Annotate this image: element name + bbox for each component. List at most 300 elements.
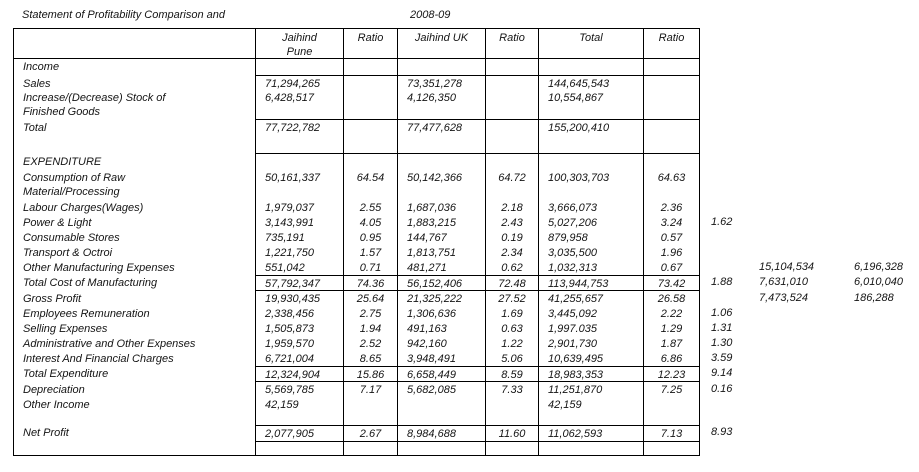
row-label-text: Transport & Octroi	[23, 247, 113, 259]
cell-value: 1,979,037	[265, 202, 314, 214]
cell-ratio-uk	[485, 321, 538, 336]
cell-ratio-pune	[343, 59, 397, 76]
cell-extra-amount-2	[850, 245, 919, 260]
cell-jaihind-pune	[255, 200, 343, 215]
cell-jaihind-uk	[397, 170, 485, 200]
row-label-text: Labour Charges(Wages)	[23, 202, 144, 214]
cell-ratio-total	[643, 351, 700, 366]
cell-extra-amount-1	[755, 425, 850, 442]
cell-extra-ratio: 8.93	[711, 426, 733, 438]
row-label-text: Gross Profit	[23, 293, 82, 305]
cell-total	[538, 412, 643, 425]
cell-extra-amount-1	[755, 28, 850, 59]
cell-extra-ratio	[700, 412, 755, 425]
cell-value: 1,505,873	[265, 323, 314, 335]
cell-value: 11.60	[498, 428, 526, 440]
cell-ratio-uk	[485, 306, 538, 321]
cell-extra-ratio: 9.14	[711, 367, 733, 379]
cell-value: 71,294,265	[265, 78, 321, 90]
cell-extra-amount-2	[850, 442, 919, 456]
cell-jaihind-uk	[397, 76, 485, 120]
cell-value: 12.23	[657, 369, 686, 381]
cell-value: 19,930,435	[265, 293, 321, 305]
cell-value: 1,687,036	[407, 202, 456, 214]
cell-ratio-pune	[343, 291, 397, 306]
cell-ratio-uk	[485, 382, 538, 397]
cell-jaihind-pune	[255, 366, 343, 382]
cell-value: 481,271	[407, 262, 447, 274]
cell-total	[538, 28, 643, 59]
cell-ratio-total	[643, 245, 700, 260]
cell-extra-ratio: 3.59	[711, 352, 733, 364]
cell-total	[538, 245, 643, 260]
cell-jaihind-uk	[397, 306, 485, 321]
row-label	[13, 245, 255, 260]
cell-ratio-pune	[343, 230, 397, 245]
cell-ratio-total	[643, 120, 700, 154]
row-label	[13, 215, 255, 230]
cell-extra-amount-1	[755, 200, 850, 215]
row-sales-and-stock	[13, 76, 919, 120]
cell-extra-ratio	[700, 170, 755, 200]
cell-value: 77,477,628	[407, 122, 463, 134]
cell-value: 879,958	[548, 232, 588, 244]
row-other-manufacturing-expenses	[13, 260, 919, 275]
row-administrative-other-expenses	[13, 336, 919, 351]
cell-value: 3,948,491	[407, 353, 456, 365]
cell-total	[538, 425, 643, 442]
cell-value: 7.25	[660, 384, 683, 396]
cell-value: 15.86	[356, 369, 385, 381]
row-label-text: Material/Processing	[23, 186, 120, 198]
cell-value: 8.65	[359, 353, 382, 365]
cell-jaihind-uk	[397, 260, 485, 275]
cell-ratio-pune	[343, 306, 397, 321]
cell-value: 2.43	[501, 217, 523, 229]
cell-extra-ratio	[700, 245, 755, 260]
cell-value: 2.67	[359, 428, 382, 440]
cell-value: 1,221,750	[265, 247, 314, 259]
cell-value: 42,159	[548, 399, 582, 411]
cell-value: 21,325,222	[407, 293, 463, 305]
row-label-text: Consumable Stores	[23, 232, 120, 244]
cell-extra-amount-2	[850, 412, 919, 425]
cell-jaihind-pune	[255, 382, 343, 397]
cell-total	[538, 275, 643, 291]
cell-ratio-pune	[343, 120, 397, 154]
cell-jaihind-pune	[255, 230, 343, 245]
row-label	[13, 154, 255, 170]
cell-value: 0.19	[501, 232, 523, 244]
cell-value: 10,554,867	[548, 92, 604, 104]
cell-value: 3,143,991	[265, 217, 314, 229]
cell-total	[538, 291, 643, 306]
cell-extra-amount-2	[850, 351, 919, 366]
cell-total	[538, 200, 643, 215]
cell-jaihind-pune	[255, 275, 343, 291]
cell-total	[538, 154, 643, 170]
cell-extra-amount-2	[850, 76, 919, 120]
cell-value: Ratio	[658, 32, 685, 44]
cell-ratio-uk	[485, 120, 538, 154]
cell-extra-amount-2	[850, 120, 919, 154]
cell-total	[538, 336, 643, 351]
cell-jaihind-pune	[255, 425, 343, 442]
cell-value: 7.33	[501, 384, 523, 396]
row-label	[13, 412, 255, 425]
cell-ratio-uk	[485, 275, 538, 291]
cell-ratio-total	[643, 275, 700, 291]
row-label	[13, 120, 255, 154]
cell-value: 1,306,636	[407, 308, 456, 320]
row-total-cost-of-manufacturing	[13, 275, 919, 291]
cell-ratio-uk	[485, 59, 538, 76]
cell-ratio-total	[643, 76, 700, 120]
cell-extra-amount-1	[755, 366, 850, 382]
cell-ratio-uk	[485, 76, 538, 120]
cell-extra-amount-1	[755, 170, 850, 200]
cell-value: 1.29	[660, 323, 683, 335]
cell-value: 74.36	[356, 278, 385, 290]
cell-ratio-pune	[343, 245, 397, 260]
cell-extra-amount-2	[850, 336, 919, 351]
cell-extra-ratio	[700, 59, 755, 76]
cell-jaihind-uk	[397, 382, 485, 397]
cell-ratio-pune	[343, 412, 397, 425]
cell-ratio-pune	[343, 275, 397, 291]
cell-value: 1,883,215	[407, 217, 456, 229]
cell-extra-amount-2: 186,288	[854, 292, 894, 304]
cell-ratio-pune	[343, 397, 397, 412]
profitability-comparison-table	[13, 28, 919, 456]
cell-extra-amount-2: 6,196,328	[854, 261, 903, 273]
statement-title: Statement of Profitability Comparison and	[22, 9, 225, 21]
cell-value: 64.54	[356, 172, 385, 184]
row-footer-spacer	[13, 442, 919, 456]
cell-value: 3,666,073	[548, 202, 597, 214]
cell-value: 77,722,782	[265, 122, 321, 134]
row-label-text: Selling Expenses	[23, 323, 108, 335]
cell-extra-amount-2	[850, 154, 919, 170]
cell-jaihind-uk	[397, 321, 485, 336]
row-label-text: Administrative and Other Expenses	[23, 338, 196, 350]
cell-ratio-uk	[485, 260, 538, 275]
cell-value: 1,997.035	[548, 323, 597, 335]
cell-value: 942,160	[407, 338, 447, 350]
cell-extra-amount-2: 6,010,040	[854, 276, 903, 288]
cell-value: Ratio	[499, 32, 525, 44]
row-total-expenditure	[13, 366, 919, 382]
cell-extra-ratio: 1.30	[711, 337, 733, 349]
cell-value: 551,042	[265, 262, 305, 274]
cell-extra-amount-1	[755, 336, 850, 351]
cell-extra-amount-2	[850, 321, 919, 336]
row-label	[13, 442, 255, 456]
cell-value: 4.05	[359, 217, 382, 229]
document-header	[0, 0, 919, 28]
cell-extra-amount-1	[755, 76, 850, 120]
cell-ratio-uk	[485, 245, 538, 260]
row-label-text: Net Profit	[23, 427, 69, 439]
cell-extra-amount-1	[755, 397, 850, 412]
cell-jaihind-uk	[397, 397, 485, 412]
cell-jaihind-uk	[397, 120, 485, 154]
cell-value: 6,658,449	[407, 369, 456, 381]
cell-value: 72.48	[498, 278, 526, 290]
cell-extra-amount-1	[755, 245, 850, 260]
row-expenditure-heading	[13, 154, 919, 170]
cell-extra-amount-2	[850, 170, 919, 200]
cell-value: 735,191	[265, 232, 305, 244]
cell-value: 2.22	[660, 308, 683, 320]
cell-ratio-uk	[485, 412, 538, 425]
cell-value: 0.62	[501, 262, 523, 274]
cell-jaihind-uk	[397, 59, 485, 76]
cell-ratio-uk	[485, 366, 538, 382]
cell-jaihind-pune	[255, 28, 343, 59]
cell-value: 64.63	[657, 172, 686, 184]
row-label	[13, 170, 255, 200]
cell-value: 2.75	[359, 308, 382, 320]
cell-value: 155,200,410	[548, 122, 610, 134]
cell-extra-amount-2	[850, 425, 919, 442]
cell-jaihind-pune	[255, 351, 343, 366]
cell-jaihind-pune	[255, 76, 343, 120]
row-label	[13, 425, 255, 442]
cell-value: 7.17	[359, 384, 382, 396]
row-label	[13, 336, 255, 351]
row-label-text: Other Income	[23, 399, 90, 411]
cell-jaihind-uk	[397, 336, 485, 351]
cell-ratio-pune	[343, 425, 397, 442]
cell-jaihind-uk	[397, 412, 485, 425]
cell-ratio-total	[643, 306, 700, 321]
cell-extra-ratio	[700, 260, 755, 275]
cell-value: 113,944,753	[548, 278, 609, 290]
row-label	[13, 382, 255, 397]
row-label	[13, 306, 255, 321]
cell-value: 0.63	[501, 323, 523, 335]
row-label-text: Income	[23, 61, 60, 73]
cell-jaihind-uk	[397, 351, 485, 366]
cell-jaihind-uk	[397, 230, 485, 245]
cell-extra-ratio: 1.62	[711, 216, 733, 228]
cell-extra-ratio	[700, 200, 755, 215]
cell-jaihind-uk	[397, 291, 485, 306]
cell-value: 144,767	[407, 232, 447, 244]
cell-jaihind-pune	[255, 59, 343, 76]
row-label	[13, 76, 255, 120]
cell-ratio-uk	[485, 215, 538, 230]
cell-total	[538, 442, 643, 456]
cell-extra-ratio	[700, 442, 755, 456]
cell-value: 2.36	[660, 202, 683, 214]
cell-ratio-pune	[343, 442, 397, 456]
cell-ratio-total	[643, 382, 700, 397]
cell-ratio-total	[643, 321, 700, 336]
cell-value: 0.71	[359, 262, 382, 274]
cell-value: 10,639,495	[548, 353, 604, 365]
cell-ratio-total	[643, 366, 700, 382]
cell-value: 1,813,751	[407, 247, 456, 259]
row-consumable-stores	[13, 230, 919, 245]
cell-value: Ratio	[357, 32, 384, 44]
cell-jaihind-uk	[397, 366, 485, 382]
row-label-text: Increase/(Decrease) Stock of	[23, 92, 166, 104]
cell-ratio-total	[643, 442, 700, 456]
cell-extra-amount-2	[850, 200, 919, 215]
cell-extra-amount-1	[755, 306, 850, 321]
cell-jaihind-pune	[255, 321, 343, 336]
cell-ratio-total	[643, 170, 700, 200]
row-label	[13, 28, 255, 59]
cell-jaihind-pune	[255, 291, 343, 306]
cell-value: 2.52	[359, 338, 382, 350]
row-other-income	[13, 397, 919, 412]
cell-ratio-uk	[485, 154, 538, 170]
cell-value: 50,142,366	[407, 172, 463, 184]
cell-jaihind-pune	[255, 154, 343, 170]
cell-value: 73,351,278	[407, 78, 463, 90]
row-label	[13, 200, 255, 215]
cell-value: 0.57	[660, 232, 683, 244]
cell-ratio-total	[643, 425, 700, 442]
cell-extra-amount-2	[850, 215, 919, 230]
row-label	[13, 366, 255, 382]
cell-value: 12,324,904	[265, 369, 321, 381]
row-spacer	[13, 412, 919, 425]
cell-value: 7.13	[660, 428, 683, 440]
row-power-and-light	[13, 215, 919, 230]
cell-jaihind-pune	[255, 215, 343, 230]
cell-ratio-pune	[343, 351, 397, 366]
cell-ratio-pune	[343, 366, 397, 382]
cell-extra-amount-1	[755, 59, 850, 76]
row-label-text: Depreciation	[23, 384, 85, 396]
cell-jaihind-pune	[255, 336, 343, 351]
row-label-text: Finished Goods	[23, 106, 101, 118]
cell-extra-ratio	[700, 76, 755, 120]
row-label-text: EXPENDITURE	[23, 156, 102, 168]
cell-total	[538, 76, 643, 120]
cell-ratio-uk	[485, 425, 538, 442]
cell-value: 26.58	[657, 293, 686, 305]
cell-jaihind-pune	[255, 245, 343, 260]
cell-value: 3,035,500	[548, 247, 597, 259]
cell-value: 1.96	[660, 247, 683, 259]
cell-value: 2,077,905	[265, 428, 314, 440]
cell-value: 1.22	[501, 338, 523, 350]
row-consumption-raw-material	[13, 170, 919, 200]
cell-total	[538, 351, 643, 366]
cell-jaihind-uk	[397, 215, 485, 230]
cell-ratio-pune	[343, 260, 397, 275]
cell-value: 57,792,347	[265, 278, 321, 290]
cell-extra-amount-1: 15,104,534	[759, 261, 815, 273]
cell-ratio-total	[643, 230, 700, 245]
cell-value: 0.95	[359, 232, 382, 244]
cell-ratio-total	[643, 215, 700, 230]
row-depreciation	[13, 382, 919, 397]
row-label-text: Total	[23, 122, 47, 134]
cell-value: 1,032,313	[548, 262, 597, 274]
cell-value: 2.55	[359, 202, 382, 214]
cell-ratio-uk	[485, 351, 538, 366]
cell-extra-ratio	[700, 154, 755, 170]
cell-ratio-total	[643, 59, 700, 76]
cell-value: 5.06	[501, 353, 523, 365]
cell-total	[538, 59, 643, 76]
row-label-text: Consumption of Raw	[23, 172, 126, 184]
cell-total	[538, 397, 643, 412]
cell-value: 5,569,785	[265, 384, 314, 396]
cell-value: 11,251,870	[548, 384, 603, 396]
cell-ratio-pune	[343, 76, 397, 120]
cell-value: 56,152,406	[407, 278, 463, 290]
cell-total	[538, 306, 643, 321]
row-label-text: Other Manufacturing Expenses	[23, 262, 175, 274]
cell-extra-amount-1	[755, 412, 850, 425]
cell-ratio-uk	[485, 200, 538, 215]
row-label	[13, 351, 255, 366]
cell-ratio-total	[643, 200, 700, 215]
cell-jaihind-uk	[397, 200, 485, 215]
cell-value: 41,255,657	[548, 293, 604, 305]
cell-ratio-total	[643, 336, 700, 351]
cell-value: 50,161,337	[265, 172, 321, 184]
cell-ratio-uk	[485, 28, 538, 59]
cell-jaihind-pune	[255, 120, 343, 154]
cell-jaihind-pune	[255, 170, 343, 200]
cell-jaihind-uk	[397, 275, 485, 291]
cell-value: 6.86	[660, 353, 683, 365]
cell-extra-amount-2	[850, 366, 919, 382]
cell-value: 0.67	[660, 262, 683, 274]
cell-ratio-pune	[343, 321, 397, 336]
cell-value: Jaihind UK	[414, 32, 469, 44]
cell-extra-amount-1	[755, 230, 850, 245]
cell-jaihind-uk	[397, 28, 485, 59]
cell-extra-amount-2	[850, 397, 919, 412]
row-label	[13, 291, 255, 306]
cell-total	[538, 260, 643, 275]
row-label	[13, 59, 255, 76]
cell-value: 1,959,570	[265, 338, 314, 350]
cell-jaihind-pune	[255, 306, 343, 321]
cell-extra-amount-2	[850, 59, 919, 76]
row-gross-profit	[13, 291, 919, 306]
row-net-profit	[13, 425, 919, 442]
cell-total	[538, 366, 643, 382]
cell-ratio-total	[643, 412, 700, 425]
row-transport-octroi	[13, 245, 919, 260]
cell-total	[538, 215, 643, 230]
cell-value: 2,338,456	[265, 308, 314, 320]
cell-value: 64.72	[498, 172, 526, 184]
cell-value: 2.34	[501, 247, 523, 259]
cell-extra-amount-1	[755, 382, 850, 397]
cell-value: 1.69	[501, 308, 523, 320]
cell-value: 491,163	[407, 323, 447, 335]
cell-extra-ratio	[700, 120, 755, 154]
cell-value: Jaihind	[282, 32, 317, 44]
row-label-text: Power & Light	[23, 217, 92, 229]
cell-extra-amount-1	[755, 154, 850, 170]
cell-total	[538, 382, 643, 397]
cell-value: 1.87	[660, 338, 683, 350]
cell-extra-amount-1	[755, 351, 850, 366]
cell-jaihind-uk	[397, 245, 485, 260]
